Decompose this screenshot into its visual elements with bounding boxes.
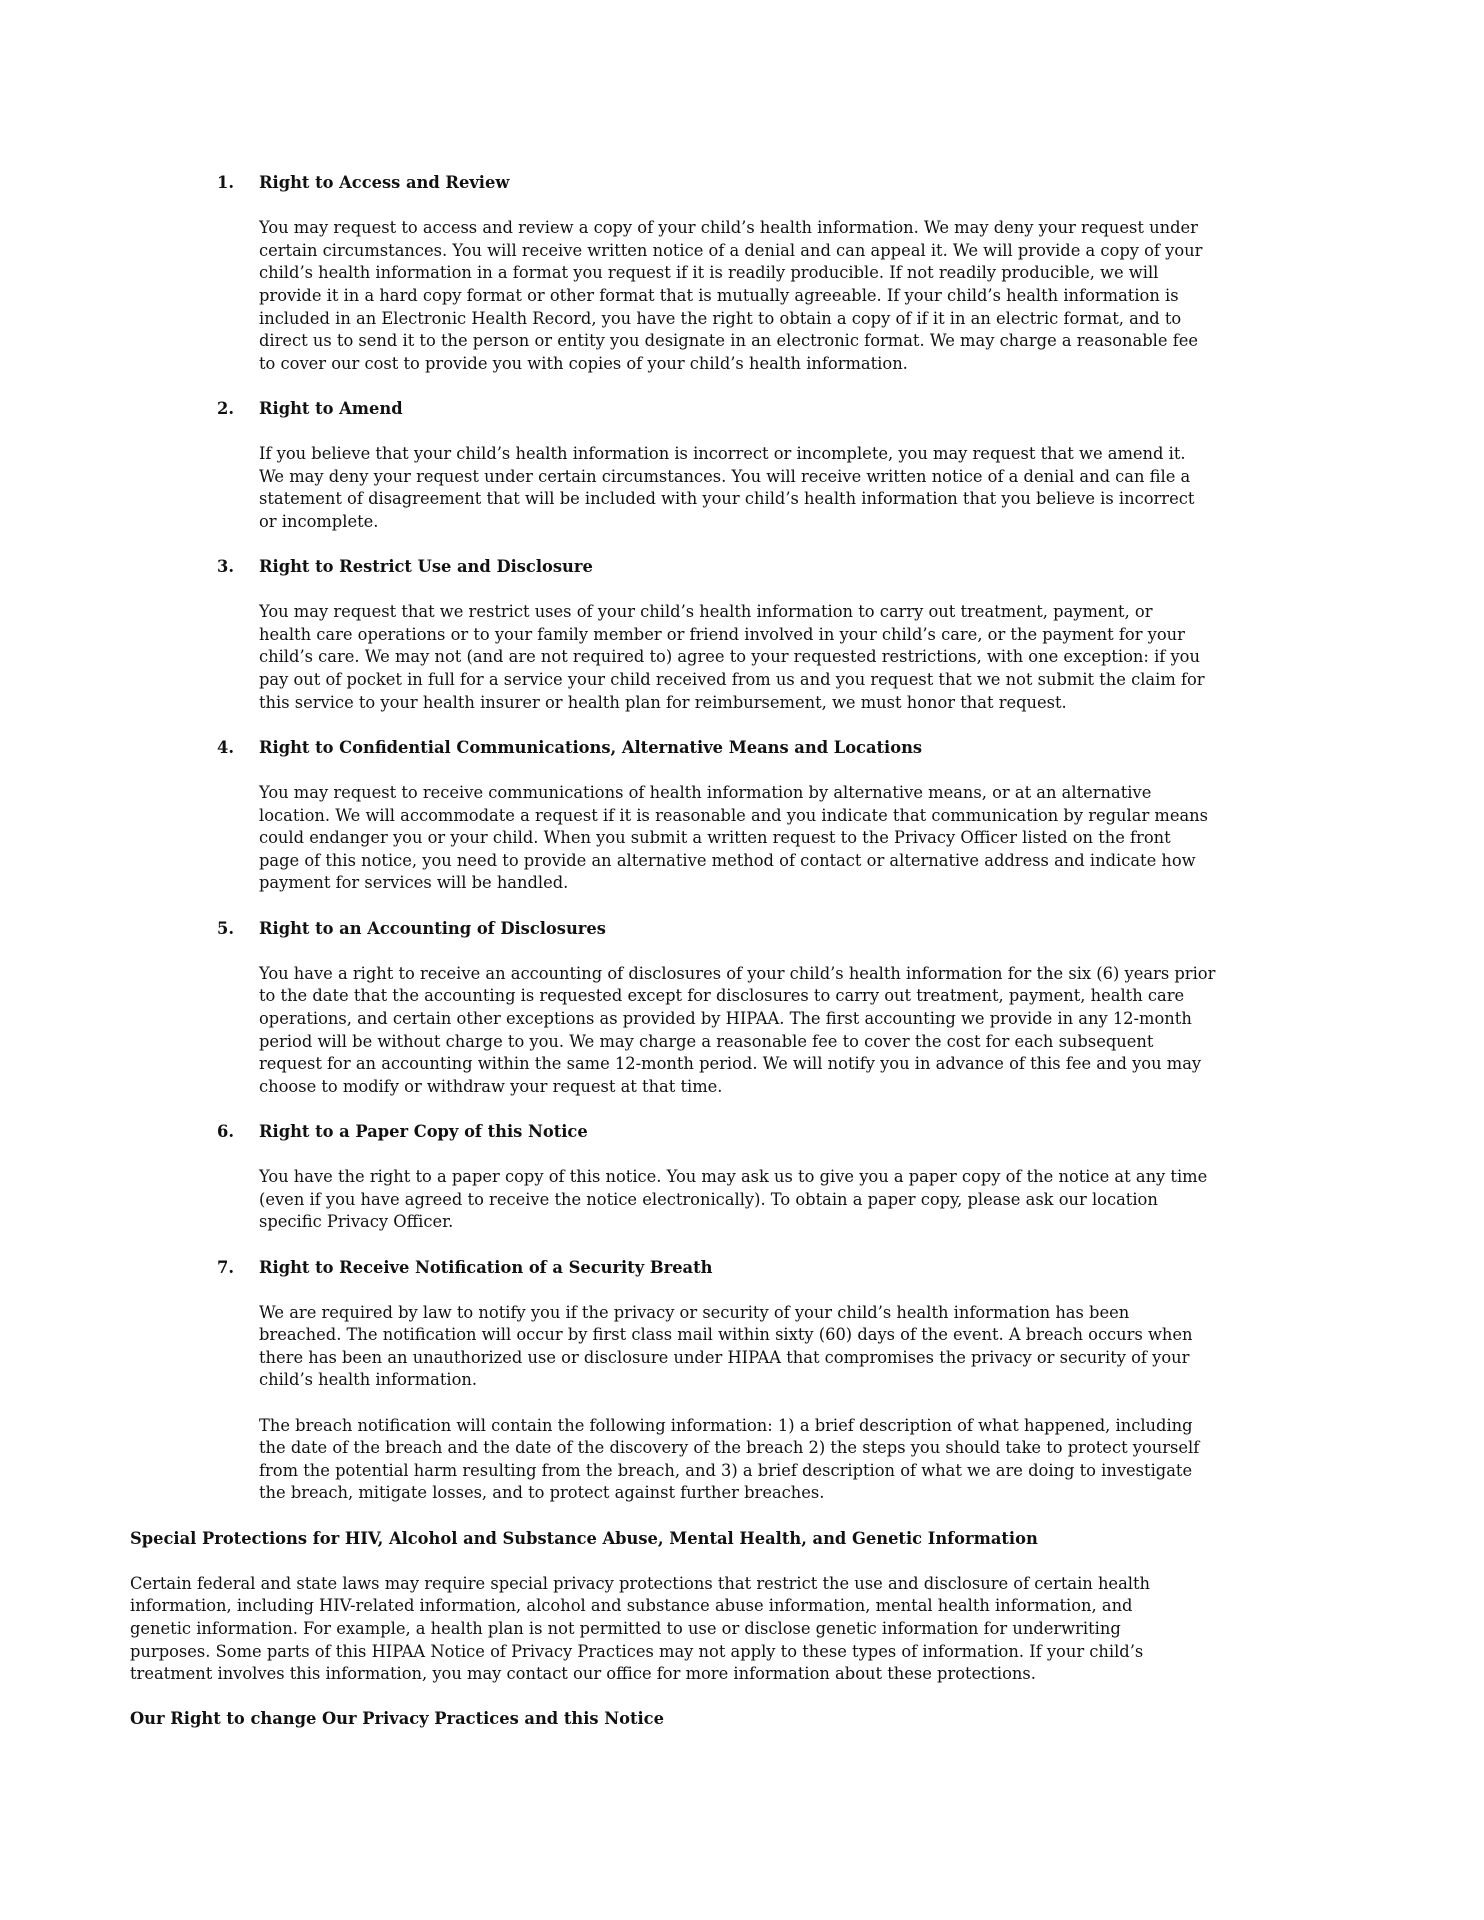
text-line: You have the right to a paper copy of this notice. You may ask us to give you a paper copy of the notice at any time bbox=[259, 1167, 1208, 1187]
right-number: 7. bbox=[217, 1257, 234, 1277]
right-number: 6. bbox=[217, 1121, 234, 1141]
right-paragraph bbox=[130, 782, 1370, 895]
section-heading: Special Protections for HIV, Alcohol and Substance Abuse, Mental Health, and Genetic Information bbox=[130, 1528, 1038, 1548]
text-line: this service to your health insurer or health plan for reimbursement, we must honor that request. bbox=[259, 692, 1067, 712]
text-line: treatment involves this information, you may contact our office for more information about these protections. bbox=[130, 1664, 1036, 1684]
right-heading bbox=[130, 737, 1370, 760]
document-page bbox=[130, 172, 1370, 1754]
right-heading bbox=[130, 172, 1370, 195]
text-line: information, including HIV-related information, alcohol and substance abuse information, mental health information, and bbox=[130, 1596, 1133, 1616]
text-line: there has been an unauthorized use or disclosure under HIPAA that compromises the privacy or security of your bbox=[259, 1347, 1190, 1367]
right-number: 3. bbox=[217, 557, 234, 577]
text-line: or incomplete. bbox=[259, 511, 379, 531]
text-line: the breach, mitigate losses, and to protect against further breaches. bbox=[259, 1483, 825, 1503]
right-number: 2. bbox=[217, 398, 234, 418]
text-line: pay out of pocket in full for a service your child received from us and you request that we not submit the claim for bbox=[259, 670, 1205, 690]
text-line: direct us to send it to the person or entity you designate in an electronic format. We may charge a reasonable fee bbox=[259, 331, 1198, 351]
right-heading bbox=[130, 398, 1370, 421]
text-line: We may deny your request under certain circumstances. You will receive written notice of a denial and can file a bbox=[259, 466, 1191, 486]
right-paragraph bbox=[130, 217, 1370, 375]
right-paragraph bbox=[130, 1415, 1370, 1505]
right-paragraph bbox=[130, 963, 1370, 1099]
text-line: location. We will accommodate a request if it is reasonable and you indicate that communication by regular means bbox=[259, 805, 1209, 825]
right-number: 4. bbox=[217, 737, 234, 757]
text-line: purposes. Some parts of this HIPAA Notice of Privacy Practices may not apply to these types of information. If your child’s bbox=[130, 1641, 1144, 1661]
text-line: included in an Electronic Health Record, you have the right to obtain a copy of if it in an electric format, and to bbox=[259, 308, 1182, 328]
text-line: genetic information. For example, a health plan is not permitted to use or disclose genetic information for underwriting bbox=[130, 1619, 1121, 1638]
right-title: Right to Restrict Use and Disclosure bbox=[259, 557, 593, 577]
text-line: We are required by law to notify you if the privacy or security of your child’s health information has been bbox=[259, 1302, 1130, 1322]
right-title: Right to Receive Notification of a Security Breath bbox=[259, 1257, 713, 1277]
text-line: from the potential harm resulting from the breach, and 3) a brief description of what we are doing to investigate bbox=[259, 1460, 1193, 1480]
right-title: Right to a Paper Copy of this Notice bbox=[259, 1121, 588, 1141]
text-line: child’s care. We may not (and are not required to) agree to your requested restrictions, with one exception: if you bbox=[259, 647, 1200, 667]
section-heading: Our Right to change Our Privacy Practices and this Notice bbox=[130, 1709, 664, 1729]
right-number: 1. bbox=[217, 173, 234, 192]
right-title: Right to Amend bbox=[259, 398, 403, 418]
text-line: You may request to receive communications of health information by alternative means, or at an alternative bbox=[259, 783, 1152, 803]
text-line: You may request that we restrict uses of your child’s health information to carry out treatment, payment, or bbox=[259, 602, 1153, 622]
text-line: breached. The notification will occur by first class mail within sixty (60) days of the event. A breach occurs when bbox=[259, 1325, 1193, 1345]
text-line: You may request to access and review a copy of your child’s health information. We may deny your request under bbox=[259, 218, 1198, 238]
right-title: Right to Access and Review bbox=[259, 173, 510, 192]
right-heading bbox=[130, 1121, 1370, 1144]
right-number: 5. bbox=[217, 918, 234, 938]
text-line: (even if you have agreed to receive the notice electronically). To obtain a paper copy, please ask our location bbox=[259, 1189, 1158, 1209]
text-line: page of this notice, you need to provide an alternative method of contact or alternative address and indicate how bbox=[259, 850, 1196, 870]
text-line: If you believe that your child’s health information is incorrect or incomplete, you may request that we amend it. bbox=[259, 444, 1186, 464]
text-line: child’s health information. bbox=[259, 1370, 478, 1390]
text-line: specific Privacy Officer. bbox=[259, 1212, 454, 1232]
right-title: Right to Confidential Communications, Alternative Means and Locations bbox=[259, 737, 923, 757]
section-paragraph bbox=[130, 1573, 1370, 1686]
right-heading bbox=[130, 556, 1370, 579]
text-line: to cover our cost to provide you with copies of your child’s health information. bbox=[259, 353, 908, 373]
text-line: request for an accounting within the same 12-month period. We will notify you in advance of this fee and you may bbox=[259, 1054, 1202, 1074]
right-title: Right to an Accounting of Disclosures bbox=[259, 918, 606, 938]
text-line: child’s health information in a format you request if it is readily producible. If not readily producible, we will bbox=[259, 263, 1159, 283]
right-paragraph bbox=[130, 1166, 1370, 1234]
right-paragraph bbox=[130, 1302, 1370, 1392]
text-line: the date of the breach and the date of the discovery of the breach 2) the steps you should take to protect yourself bbox=[259, 1438, 1200, 1458]
text-line: certain circumstances. You will receive written notice of a denial and can appeal it. We will provide a copy of your bbox=[259, 240, 1203, 260]
text-line: could endanger you or your child. When you submit a written request to the Privacy Officer listed on the front bbox=[259, 828, 1171, 848]
text-line: statement of disagreement that will be included with your child’s health information that you believe is incorrect bbox=[259, 489, 1195, 509]
right-heading bbox=[130, 918, 1370, 941]
text-line: provide it in a hard copy format or other format that is mutually agreeable. If your child’s health information is bbox=[259, 285, 1179, 305]
right-heading bbox=[130, 1257, 1370, 1280]
text-line: health care operations or to your family member or friend involved in your child’s care, or the payment for your bbox=[259, 624, 1185, 644]
text-line: Certain federal and state laws may require special privacy protections that restrict the use and disclosure of certain health bbox=[130, 1573, 1151, 1593]
right-paragraph bbox=[130, 443, 1370, 533]
text-line: payment for services will be handled. bbox=[259, 873, 569, 893]
text-line: choose to modify or withdraw your request at that time. bbox=[259, 1076, 723, 1096]
text-line: You have a right to receive an accounting of disclosures of your child’s health information for the six (6) years prior bbox=[259, 963, 1216, 983]
text-line: period will be without charge to you. We may charge a reasonable fee to cover the cost for each subsequent bbox=[259, 1031, 1154, 1051]
text-line: to the date that the accounting is requested except for disclosures to carry out treatment, payment, health care bbox=[259, 986, 1185, 1006]
text-line: The breach notification will contain the following information: 1) a brief description of what happened, including bbox=[259, 1415, 1193, 1435]
text-line: operations, and certain other exceptions as provided by HIPAA. The first accounting we provide in any 12-month bbox=[259, 1008, 1192, 1028]
right-paragraph bbox=[130, 601, 1370, 714]
